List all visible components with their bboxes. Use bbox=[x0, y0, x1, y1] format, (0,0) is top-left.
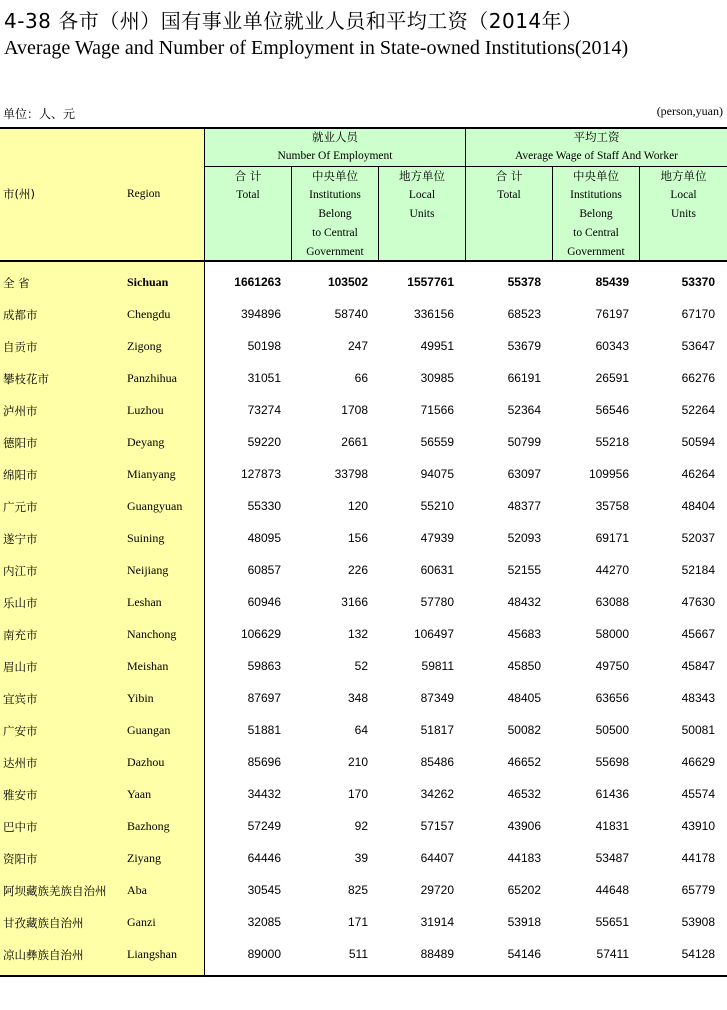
value-cell: 106629 bbox=[240, 627, 281, 641]
value-cell: 60631 bbox=[420, 563, 454, 577]
table-row bbox=[0, 364, 727, 396]
region-name: Luzhou bbox=[127, 403, 164, 417]
table-row bbox=[0, 428, 727, 460]
city-name-cn: 攀枝花市 bbox=[3, 372, 49, 386]
value-cell: 68523 bbox=[507, 307, 541, 321]
value-cell: 2661 bbox=[341, 435, 368, 449]
city-name-cn: 成都市 bbox=[3, 308, 38, 322]
value-cell: 71566 bbox=[420, 403, 454, 417]
table-row bbox=[0, 396, 727, 428]
value-cell: 46532 bbox=[507, 787, 541, 801]
value-cell: 65779 bbox=[681, 883, 715, 897]
value-cell: 52264 bbox=[681, 403, 715, 417]
header-wage-central: 中央单位 Institutions Belong to Central Government bbox=[567, 169, 625, 258]
region-name: Nanchong bbox=[127, 627, 177, 641]
region-name: Mianyang bbox=[127, 467, 176, 481]
value-cell: 57780 bbox=[420, 595, 454, 609]
value-cell: 85696 bbox=[247, 755, 281, 769]
value-cell: 170 bbox=[347, 787, 368, 801]
value-cell: 48377 bbox=[507, 499, 541, 513]
value-cell: 55698 bbox=[595, 755, 629, 769]
value-cell: 46264 bbox=[681, 467, 715, 481]
page-title-cn: 4-38 各市（州）国有事业单位就业人员和平均工资（2014年） bbox=[4, 9, 583, 33]
value-cell: 54146 bbox=[507, 947, 541, 961]
value-cell: 34432 bbox=[247, 787, 281, 801]
header-city-cn: 市(州) bbox=[3, 187, 35, 201]
table-row bbox=[0, 524, 727, 556]
value-cell: 69171 bbox=[595, 531, 629, 545]
value-cell: 49750 bbox=[595, 659, 629, 673]
value-cell: 65202 bbox=[507, 883, 541, 897]
city-name-cn: 全 省 bbox=[3, 276, 30, 290]
value-cell: 55218 bbox=[595, 435, 629, 449]
value-cell: 511 bbox=[348, 947, 368, 961]
table-row bbox=[0, 812, 727, 844]
region-name: Suining bbox=[127, 531, 165, 545]
header-emp-local: 地方单位 Local Units bbox=[399, 169, 445, 220]
header-emp-total: 合 计 Total bbox=[234, 169, 262, 201]
table-row bbox=[0, 620, 727, 652]
city-name-cn: 内江市 bbox=[3, 564, 38, 578]
value-cell: 53908 bbox=[681, 915, 715, 929]
value-cell: 52 bbox=[354, 659, 368, 673]
value-cell: 63088 bbox=[595, 595, 629, 609]
value-cell: 61436 bbox=[595, 787, 629, 801]
value-cell: 1708 bbox=[341, 403, 368, 417]
value-cell: 63097 bbox=[507, 467, 541, 481]
unit-label: 单位：人、元 bbox=[3, 107, 76, 121]
table-row bbox=[0, 460, 727, 492]
city-name-cn: 凉山彝族自治州 bbox=[3, 948, 84, 962]
header-employment-cn: 就业人员 bbox=[312, 130, 358, 144]
value-cell: 66 bbox=[354, 371, 368, 385]
value-cell: 66276 bbox=[681, 371, 715, 385]
city-name-cn: 德阳市 bbox=[3, 436, 38, 450]
value-cell: 55378 bbox=[507, 275, 541, 289]
table-row bbox=[0, 748, 727, 780]
value-cell: 50082 bbox=[507, 723, 541, 737]
value-cell: 48404 bbox=[681, 499, 715, 513]
value-cell: 53370 bbox=[681, 275, 715, 289]
value-cell: 34262 bbox=[420, 787, 454, 801]
table-row bbox=[0, 780, 727, 812]
region-name: Leshan bbox=[127, 595, 162, 609]
value-cell: 60946 bbox=[247, 595, 281, 609]
value-cell: 45667 bbox=[681, 627, 715, 641]
value-cell: 53679 bbox=[507, 339, 541, 353]
region-name: Zigong bbox=[127, 339, 162, 353]
city-name-cn: 资阳市 bbox=[3, 852, 38, 866]
table-row bbox=[0, 844, 727, 876]
value-cell: 45847 bbox=[681, 659, 715, 673]
city-name-cn: 宜宾市 bbox=[3, 692, 38, 706]
value-cell: 50500 bbox=[595, 723, 629, 737]
value-cell: 53918 bbox=[507, 915, 541, 929]
region-name: Aba bbox=[127, 883, 147, 897]
header-emp-central: 中央单位 Institutions Belong to Central Government bbox=[306, 169, 364, 258]
city-name-cn: 巴中市 bbox=[3, 820, 38, 834]
region-name: Sichuan bbox=[127, 275, 169, 289]
value-cell: 48343 bbox=[681, 691, 715, 705]
value-cell: 88489 bbox=[420, 947, 454, 961]
value-cell: 226 bbox=[347, 563, 368, 577]
city-name-cn: 广元市 bbox=[3, 500, 38, 514]
value-cell: 73274 bbox=[247, 403, 281, 417]
value-cell: 44270 bbox=[595, 563, 629, 577]
value-cell: 52037 bbox=[681, 531, 715, 545]
region-name: Panzhihua bbox=[127, 371, 177, 385]
value-cell: 50594 bbox=[681, 435, 715, 449]
table-row bbox=[0, 300, 727, 332]
value-cell: 31051 bbox=[247, 371, 281, 385]
value-cell: 59811 bbox=[421, 659, 454, 673]
value-cell: 46652 bbox=[507, 755, 541, 769]
region-name: Ziyang bbox=[127, 851, 161, 865]
value-cell: 92 bbox=[354, 819, 368, 833]
value-cell: 47939 bbox=[420, 531, 454, 545]
city-name-cn: 阿坝藏族羌族自治州 bbox=[3, 884, 107, 898]
header-region: Region bbox=[127, 188, 161, 200]
value-cell: 336156 bbox=[413, 307, 454, 321]
value-cell: 120 bbox=[347, 499, 368, 513]
value-cell: 43910 bbox=[681, 819, 715, 833]
table-row bbox=[0, 332, 727, 364]
region-name: Guangan bbox=[127, 723, 171, 737]
table-row bbox=[0, 684, 727, 716]
value-cell: 51881 bbox=[247, 723, 281, 737]
city-name-cn: 自贡市 bbox=[3, 340, 38, 354]
table-row bbox=[0, 556, 727, 588]
value-cell: 66191 bbox=[507, 371, 541, 385]
value-cell: 48432 bbox=[507, 595, 541, 609]
page-title-en: Average Wage and Number of Employment in State-owned Institutions(2014) bbox=[4, 37, 629, 59]
city-name-cn: 南充市 bbox=[3, 628, 38, 642]
unit-label-en: (person,yuan) bbox=[656, 104, 723, 118]
value-cell: 56546 bbox=[595, 403, 629, 417]
value-cell: 55330 bbox=[247, 499, 281, 513]
table-bottom-rule bbox=[0, 975, 727, 977]
value-cell: 41831 bbox=[595, 819, 629, 833]
value-cell: 57411 bbox=[596, 947, 629, 961]
value-cell: 59863 bbox=[247, 659, 281, 673]
city-name-cn: 甘孜藏族自治州 bbox=[3, 916, 84, 930]
value-cell: 49951 bbox=[420, 339, 454, 353]
value-cell: 60857 bbox=[247, 563, 281, 577]
value-cell: 51817 bbox=[420, 723, 454, 737]
value-cell: 48405 bbox=[507, 691, 541, 705]
value-cell: 52093 bbox=[507, 531, 541, 545]
value-cell: 87349 bbox=[420, 691, 454, 705]
value-cell: 55210 bbox=[420, 499, 454, 513]
value-cell: 47630 bbox=[681, 595, 715, 609]
value-cell: 825 bbox=[347, 883, 368, 897]
value-cell: 50081 bbox=[681, 723, 715, 737]
table-row bbox=[0, 940, 727, 972]
value-cell: 64446 bbox=[247, 851, 281, 865]
value-cell: 127873 bbox=[240, 467, 281, 481]
table-row bbox=[0, 492, 727, 524]
table-row bbox=[0, 908, 727, 940]
header-employment-en: Number Of Employment bbox=[277, 150, 393, 162]
table-row bbox=[0, 876, 727, 908]
region-name: Bazhong bbox=[127, 819, 170, 833]
value-cell: 348 bbox=[347, 691, 368, 705]
value-cell: 76197 bbox=[595, 307, 629, 321]
value-cell: 94075 bbox=[420, 467, 454, 481]
value-cell: 52184 bbox=[681, 563, 715, 577]
value-cell: 1661263 bbox=[234, 275, 281, 289]
value-cell: 48095 bbox=[247, 531, 281, 545]
region-name: Chengdu bbox=[127, 307, 171, 321]
value-cell: 57157 bbox=[420, 819, 454, 833]
region-name: Yibin bbox=[127, 691, 154, 705]
value-cell: 35758 bbox=[595, 499, 629, 513]
value-cell: 29720 bbox=[420, 883, 454, 897]
value-cell: 54128 bbox=[681, 947, 715, 961]
city-name-cn: 泸州市 bbox=[3, 404, 38, 418]
region-name: Liangshan bbox=[127, 947, 177, 961]
header-wage-local: 地方单位 Local Units bbox=[660, 169, 707, 220]
value-cell: 26591 bbox=[595, 371, 629, 385]
value-cell: 52364 bbox=[507, 403, 541, 417]
city-name-cn: 乐山市 bbox=[3, 596, 38, 610]
value-cell: 56559 bbox=[420, 435, 454, 449]
city-name-cn: 达州市 bbox=[3, 756, 38, 770]
value-cell: 85439 bbox=[595, 275, 629, 289]
value-cell: 44178 bbox=[681, 851, 715, 865]
value-cell: 45683 bbox=[507, 627, 541, 641]
value-cell: 33798 bbox=[334, 467, 368, 481]
table-row bbox=[0, 268, 727, 300]
value-cell: 64407 bbox=[420, 851, 454, 865]
value-cell: 57249 bbox=[247, 819, 281, 833]
region-name: Dazhou bbox=[127, 755, 165, 769]
value-cell: 85486 bbox=[420, 755, 454, 769]
value-cell: 156 bbox=[347, 531, 368, 545]
value-cell: 43906 bbox=[507, 819, 541, 833]
table-row bbox=[0, 588, 727, 620]
value-cell: 50198 bbox=[247, 339, 281, 353]
value-cell: 55651 bbox=[595, 915, 629, 929]
region-name: Guangyuan bbox=[127, 499, 183, 513]
value-cell: 3166 bbox=[341, 595, 368, 609]
value-cell: 44648 bbox=[595, 883, 629, 897]
value-cell: 50799 bbox=[507, 435, 541, 449]
value-cell: 58740 bbox=[334, 307, 368, 321]
value-cell: 53487 bbox=[595, 851, 629, 865]
header-wage-en: Average Wage of Staff And Worker bbox=[514, 150, 679, 162]
value-cell: 394896 bbox=[240, 307, 281, 321]
value-cell: 52155 bbox=[507, 563, 541, 577]
value-cell: 1557761 bbox=[407, 275, 454, 289]
value-cell: 171 bbox=[347, 915, 368, 929]
header-wage-total: 合 计 Total bbox=[495, 169, 523, 201]
value-cell: 210 bbox=[347, 755, 368, 769]
value-cell: 106497 bbox=[413, 627, 454, 641]
value-cell: 46629 bbox=[681, 755, 715, 769]
region-name: Deyang bbox=[127, 435, 165, 449]
city-name-cn: 雅安市 bbox=[3, 788, 38, 802]
table-body bbox=[0, 268, 727, 972]
value-cell: 60343 bbox=[595, 339, 629, 353]
header-wage-cn: 平均工资 bbox=[573, 130, 620, 144]
value-cell: 39 bbox=[354, 851, 368, 865]
value-cell: 87697 bbox=[247, 691, 281, 705]
city-name-cn: 遂宁市 bbox=[3, 532, 38, 546]
value-cell: 31914 bbox=[420, 915, 454, 929]
region-name: Meishan bbox=[127, 659, 169, 673]
table-row bbox=[0, 652, 727, 684]
value-cell: 45574 bbox=[681, 787, 715, 801]
value-cell: 247 bbox=[347, 339, 368, 353]
value-cell: 32085 bbox=[247, 915, 281, 929]
city-name-cn: 广安市 bbox=[3, 724, 38, 738]
value-cell: 109956 bbox=[588, 467, 629, 481]
value-cell: 45850 bbox=[507, 659, 541, 673]
region-name: Yaan bbox=[127, 787, 152, 801]
value-cell: 103502 bbox=[327, 275, 368, 289]
value-cell: 59220 bbox=[247, 435, 281, 449]
value-cell: 67170 bbox=[681, 307, 715, 321]
value-cell: 89000 bbox=[247, 947, 281, 961]
value-cell: 30985 bbox=[420, 371, 454, 385]
value-cell: 30545 bbox=[247, 883, 281, 897]
city-name-cn: 眉山市 bbox=[3, 660, 38, 674]
table-row bbox=[0, 716, 727, 748]
value-cell: 44183 bbox=[507, 851, 541, 865]
value-cell: 63656 bbox=[595, 691, 629, 705]
region-name: Ganzi bbox=[127, 915, 156, 929]
value-cell: 58000 bbox=[595, 627, 629, 641]
value-cell: 53647 bbox=[681, 339, 715, 353]
value-cell: 132 bbox=[347, 627, 368, 641]
region-name: Neijiang bbox=[127, 563, 169, 577]
value-cell: 64 bbox=[354, 723, 368, 737]
city-name-cn: 绵阳市 bbox=[3, 468, 38, 482]
